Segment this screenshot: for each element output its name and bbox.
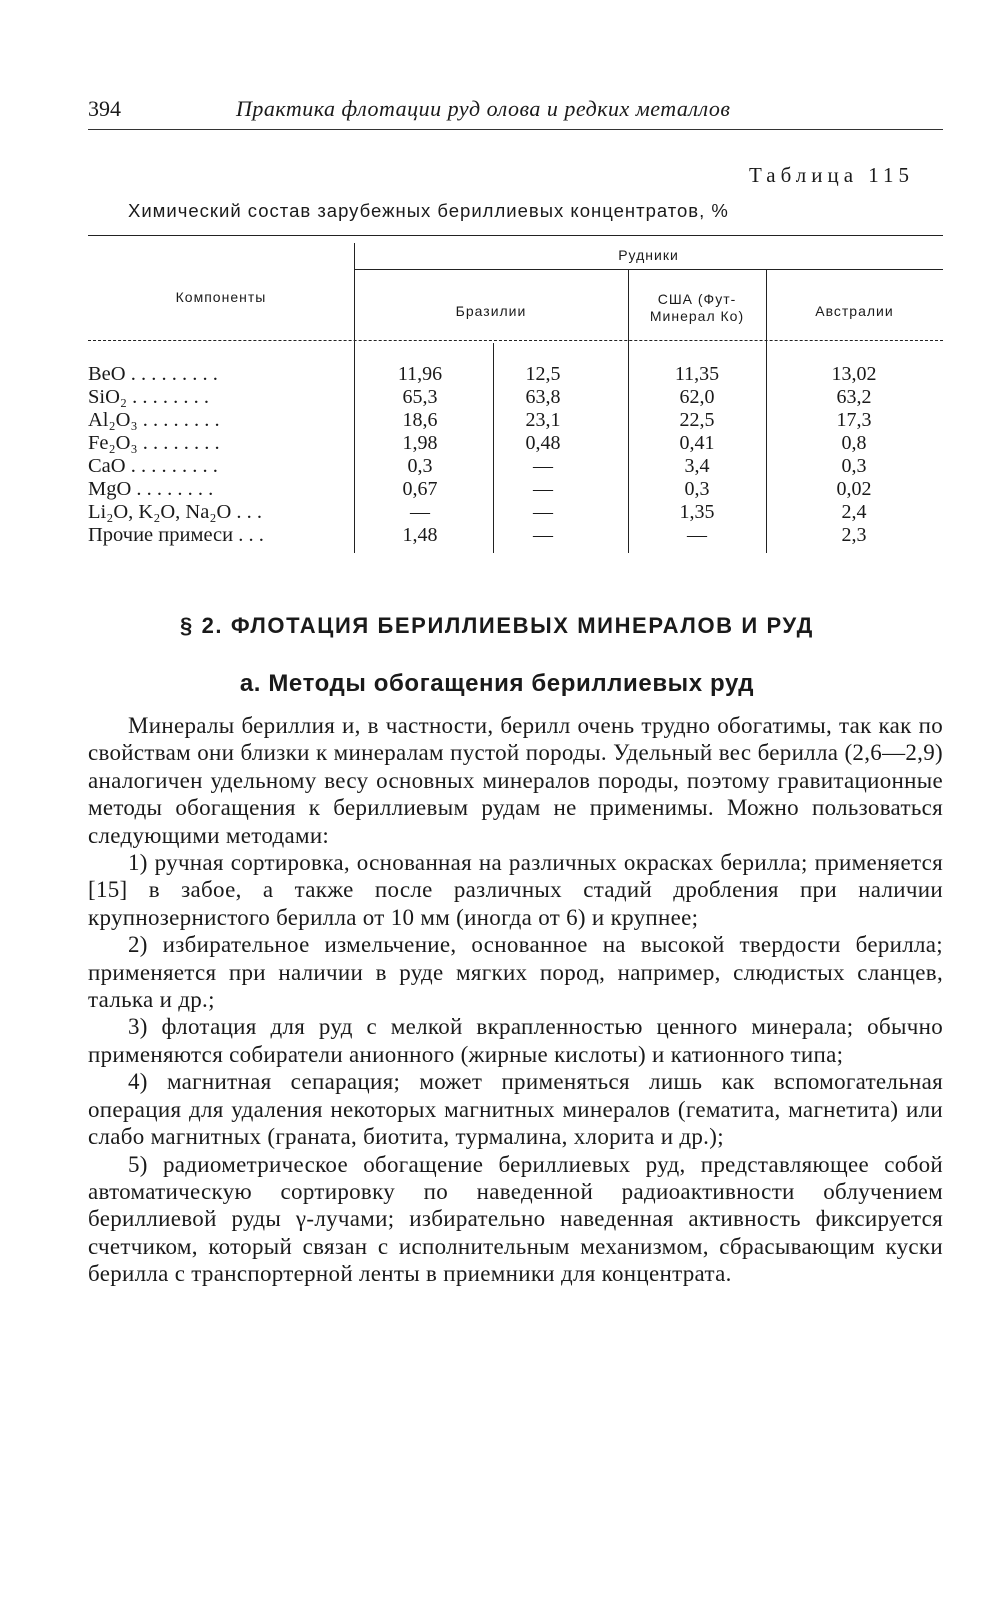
list-item: 2) избирательное измельчение, основанное на высокой твердости берилла; применяется при наличии в руде мягких пород, например, слюдистых сланцев, талька и др.; — [88, 932, 943, 1013]
cell: 11,96 — [397, 363, 443, 385]
body-text — [88, 712, 943, 1288]
cell: 0,48 — [525, 432, 561, 454]
cell: 22,5 — [679, 409, 715, 431]
cell: 2,4 — [841, 501, 867, 523]
table-caption: Химический состав зарубежных бериллиевых концентратов, % — [128, 200, 729, 221]
cell: 62,0 — [679, 386, 715, 408]
cell: 65,3 — [402, 386, 438, 408]
header-australia: Австралии — [815, 303, 894, 319]
table-top-rule — [88, 235, 943, 236]
header-bottom-rule — [88, 340, 943, 341]
cell: — — [533, 501, 553, 523]
cell: — — [533, 478, 553, 500]
row-label: Li₂O, K₂O, Na₂O . . . — [88, 501, 263, 523]
paragraph: Минералы бериллия и, в частности, берилл очень трудно обогатимы, так как по свойствам они близки к минералам пустой породы. Удельный вес берилла (2,6—2,9) аналогичен удельному весу основных минералов породы, поэтому гравитационные методы обогащения к бериллиевым рудам не применимы. Можно пользоваться следующими методами: — [88, 713, 943, 848]
section-title: § 2. ФЛОТАЦИЯ БЕРИЛЛИЕВЫХ МИНЕРАЛОВ И РУД — [180, 613, 814, 638]
page-number: 394 — [88, 96, 121, 121]
header-rule — [88, 129, 943, 130]
cell: 0,3 — [407, 455, 433, 477]
cell: 2,3 — [841, 524, 867, 546]
cell: 11,35 — [674, 363, 720, 385]
list-item: 4) магнитная сепарация; может применяться лишь как вспомогательная операция для удаления некоторых магнитных минералов (гематита, магнетита) или слабо магнитных (граната, биотита, турмалина, хлорита и др.); — [88, 1069, 943, 1150]
header-usa-line2: Минерал Ко) — [649, 308, 745, 324]
row-label: CaO . . . . . . . . . — [88, 455, 218, 477]
row-label: MgO . . . . . . . . — [88, 478, 214, 500]
cell: 1,48 — [402, 524, 438, 546]
composition-table — [88, 235, 943, 555]
header-brazil: Бразилии — [455, 303, 527, 319]
cell: — — [533, 455, 553, 477]
cell: 18,6 — [402, 409, 438, 431]
cell: 0,3 — [684, 478, 710, 500]
cell: 0,3 — [841, 455, 867, 477]
cell: 17,3 — [836, 409, 872, 431]
list-item: 5) радиометрическое обогащение бериллиевых руд, представляющее собой автоматическую сортировку по наведенной радиоактивности облучением бериллиевой руды γ-лучами; избирательно наведенная активность фиксируется счетчиком, который связан с исполнительным механизмом, сбрасывающим куски берилла с транспортерной ленты в приемники для концентрата. — [88, 1151, 943, 1287]
mines-underline — [354, 269, 943, 270]
cell: 23,1 — [525, 409, 561, 431]
cell: 63,2 — [836, 386, 872, 408]
running-title: Практика флотации руд олова и редких металлов — [236, 96, 731, 121]
row-label: Прочие примеси . . . — [88, 524, 264, 546]
cell: — — [410, 501, 430, 523]
cell: 3,4 — [684, 455, 710, 477]
subsection-title: а. Методы обогащения бериллиевых руд — [239, 670, 755, 697]
row-label: BeO . . . . . . . . . — [88, 363, 218, 385]
list-item: 3) флотация для руд с мелкой вкрапленностью ценного минерала; обычно применяются собиратели анионного (жирные кислоты) и катионного типа; — [88, 1014, 943, 1067]
cell: 0,41 — [679, 432, 715, 454]
row-label: Fe₂O₃ . . . . . . . . — [88, 432, 220, 454]
cell: 63,8 — [525, 386, 561, 408]
row-label: SiO₂ . . . . . . . . — [88, 386, 210, 408]
list-item: 1) ручная сортировка, основанная на различных окрасках берилла; применяется [15] в забое, а также после различных стадий дробления при наличии крупнозернистого берилла от 10 мм (иногда от 6) и крупнее; — [88, 850, 943, 930]
col-divider — [354, 243, 355, 553]
header-usa-line1: США (Фут- — [657, 291, 737, 307]
cell: 12,5 — [525, 363, 561, 385]
row-label: Al₂O₃ . . . . . . . . — [88, 409, 220, 431]
running-head — [88, 96, 943, 128]
cell: 13,02 — [831, 363, 877, 385]
cell: 1,35 — [679, 501, 715, 523]
cell: 0,02 — [836, 478, 872, 500]
cell: 0,8 — [841, 432, 867, 454]
cell: — — [687, 524, 707, 546]
cell: 0,67 — [402, 478, 438, 500]
header-components: Компоненты — [175, 289, 267, 305]
cell: — — [533, 524, 553, 546]
table-number: Таблица 115 — [748, 163, 914, 187]
header-mines: Рудники — [618, 247, 679, 263]
cell: 1,98 — [402, 432, 438, 454]
